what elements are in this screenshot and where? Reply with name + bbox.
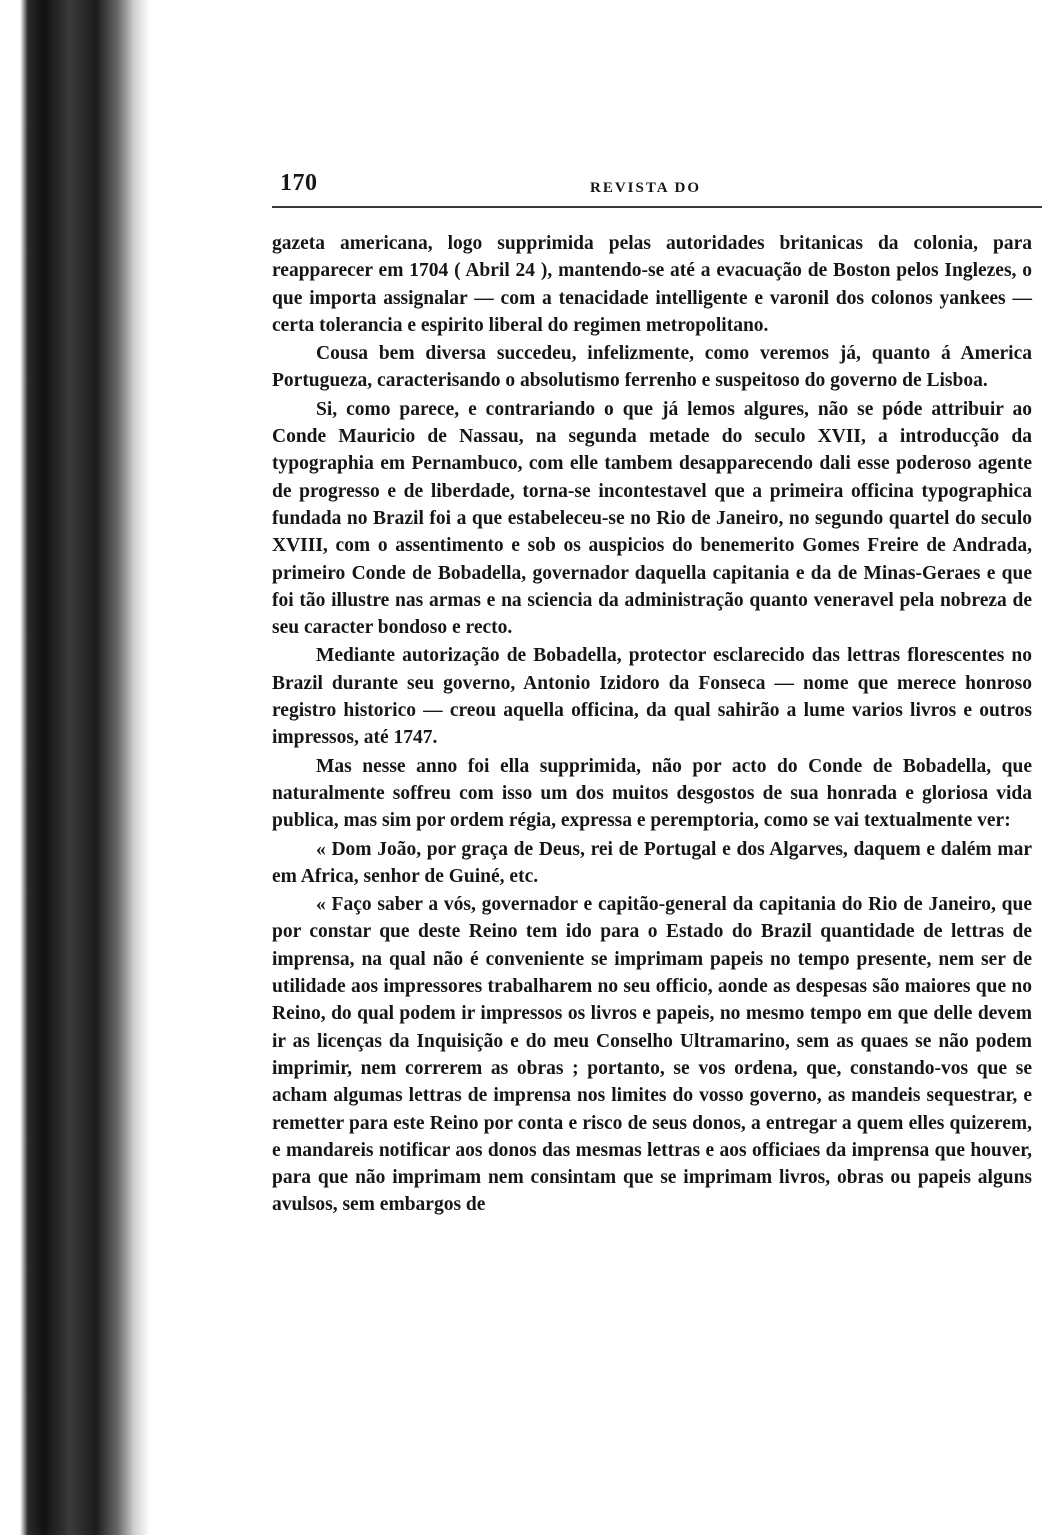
page <box>272 160 1032 1219</box>
page-header <box>272 160 1032 200</box>
quoted-paragraph: « Faço saber a vós, governador e capitão-general da capitania do Rio de Janeiro, que por constar que deste Reino tem ido para o Estado do Brazil quantidade de lettras de imprensa, na qual não é conveniente se imprimam papeis no tempo presente, nem ser de utilidade aos impressores trabalharem no seu officio, aonde as despesas são maiores que no Reino, do qual podem ir impressos os livros e papeis, no mesmo tempo em que delle devem ir as licenças da Inquisição e do meu Conselho Ultramarino, sem as quaes se não podem imprimir, nem correrem as obras ; portanto, se vos ordena, que, constando-vos que se acham algumas lettras de imprensa nos limites do vosso governo, as mandeis sequestrar, e remetter para este Reino por conta e risco de seus donos, a entregar a quem elles quizerem, e mandareis notificar aos donos das mesmas lettras e aos officiaes da imprensa que houver, para que não imprimam nem consintam que se imprimam livros, obras ou papeis alguns avulsos, sem embargos de <box>272 894 1032 1216</box>
header-rule <box>272 206 1042 208</box>
paragraph: Si, como parece, e contrariando o que já lemos algures, não se póde attribuir ao Conde Mauricio de Nassau, na segunda metade do seculo XVII, a introducção da typographia em Pernambuco, com elle tambem desapparecendo dali esse poderoso agente de progresso e de liberdade, torna-se incontestavel que a primeira officina typographica fundada no Brazil foi a que estabeleceu-se no Rio de Janeiro, no segundo quartel do seculo XVIII, com o assentimento e sob os auspicios do benemerito Gomes Freire de Andrada, primeiro Conde de Bobadella, governador daquella capitania e da de Minas-Geraes e que foi tão illustre nas armas e na sciencia da administração quanto veneravel pela nobreza de seu caracter bondoso e recto. <box>272 398 1032 639</box>
page-number: 170 <box>280 170 318 196</box>
body-text <box>272 230 1032 1219</box>
book-spine-shadow <box>0 0 150 1535</box>
quoted-paragraph: « Dom João, por graça de Deus, rei de Portugal e dos Algarves, daquem e dalém mar em Africa, senhor de Guiné, etc. <box>272 838 1032 887</box>
paragraph: Mediante autorização de Bobadella, protector esclarecido das lettras florescentes no Brazil durante seu governo, Antonio Izidoro da Fonseca — nome que merece honroso registro historico — creou aquella officina, da qual sahirão a lume varios livros e outros impressos, até 1747. <box>272 645 1032 749</box>
running-head: REVISTA DO <box>590 180 701 196</box>
paragraph: gazeta americana, logo supprimida pelas autoridades britanicas da colonia, para reapparecer em 1704 ( Abril 24 ), mantendo-se até a evacuação de Boston pelos Inglezes, o que importa assignalar — com a tenacidade intelligente e varonil dos colonos yankees — certa tolerancia e espirito liberal do regimen metropolitano. <box>272 233 1032 336</box>
paragraph: Mas nesse anno foi ella supprimida, não por acto do Conde de Bobadella, que naturalmente soffreu com isso um dos muitos desgostos de sua honrada e gloriosa vida publica, mas sim por ordem régia, expressa e peremptoria, como se vai textualmente ver: <box>272 755 1032 832</box>
paragraph: Cousa bem diversa succedeu, infelizmente, como veremos já, quanto á America Portugueza, caracterisando o absolutismo ferrenho e suspeitoso do governo de Lisboa. <box>272 343 1032 392</box>
